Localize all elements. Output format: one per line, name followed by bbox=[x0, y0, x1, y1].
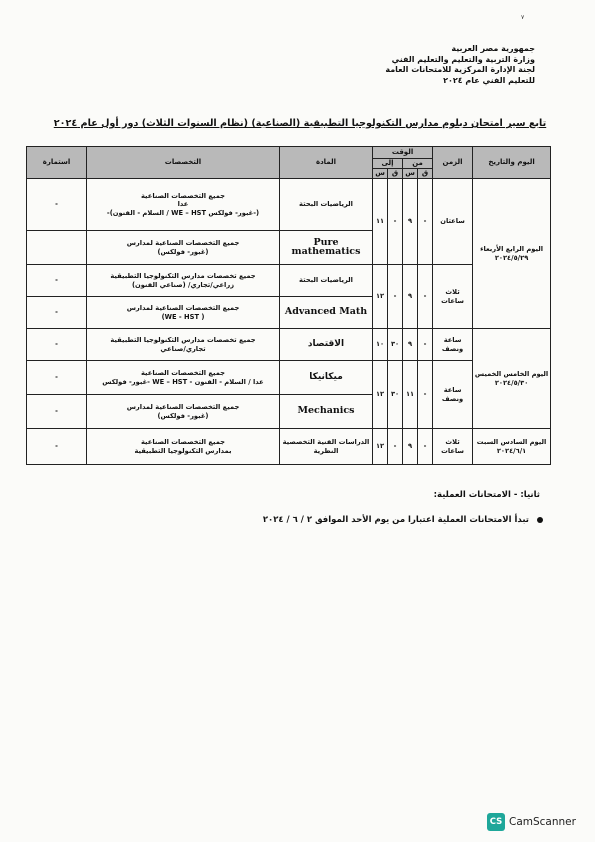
spec-line: جميع التخصصات الصناعية لمدارس bbox=[126, 403, 240, 411]
to-hour: ١٢ bbox=[373, 361, 388, 429]
spec-line: (-غبور- فولكس WE – HST / السلام - الفنون)- bbox=[106, 208, 260, 217]
spec-line: جميع التخصصات الصناعية لمدارس bbox=[126, 239, 240, 247]
to-min: - bbox=[388, 429, 403, 465]
table-row bbox=[27, 179, 551, 231]
spec-line: عدا / السلام - الفنون - WE – HST -غبور- فولكس bbox=[102, 377, 264, 386]
camscanner-brand: CamScanner bbox=[509, 816, 576, 828]
from-hour: ٩ bbox=[403, 265, 418, 329]
table-row bbox=[27, 361, 551, 395]
spec-cell bbox=[87, 329, 280, 361]
form-cell: - bbox=[27, 361, 87, 395]
header-duration: الزمن bbox=[433, 147, 473, 179]
spec-line: بمدارس التكنولوجيا التطبيقية bbox=[134, 446, 232, 455]
camscanner-logo-icon: CS bbox=[487, 813, 505, 831]
table-row bbox=[27, 265, 551, 297]
letterhead bbox=[315, 44, 535, 86]
spec-cell bbox=[87, 395, 280, 429]
form-cell: - bbox=[27, 395, 87, 429]
header-subject: المادة bbox=[280, 147, 373, 179]
section-heading: ثانيا: - الامتحانات العملية: bbox=[433, 490, 540, 500]
duration-cell: ساعة ونصف bbox=[433, 329, 473, 361]
duration-cell: ثلاث ساعات bbox=[433, 429, 473, 465]
subject-cell: الاقتصاد bbox=[280, 329, 373, 361]
spec-cell bbox=[87, 179, 280, 231]
from-min: - bbox=[418, 429, 433, 465]
to-hour: ١١ bbox=[373, 179, 388, 265]
header-min: ق bbox=[388, 169, 403, 179]
to-hour: ١٢ bbox=[373, 429, 388, 465]
day-cell: اليوم الرابع الأربعاء ٢٠٢٤/٥/٢٩ bbox=[473, 179, 551, 329]
form-cell: - bbox=[27, 429, 87, 465]
spec-line: جميع تخصصات مدارس التكنولوجيا التطبيقية bbox=[110, 272, 256, 280]
spec-line: عدا bbox=[177, 200, 189, 209]
practical-exams-note bbox=[63, 515, 543, 525]
spec-cell bbox=[87, 231, 280, 265]
corner-mark: ٧ bbox=[521, 14, 525, 21]
exam-schedule-table bbox=[26, 146, 551, 465]
camscanner-watermark bbox=[487, 812, 587, 832]
subject-cell: الدراسات الفنية التخصصية النظرية bbox=[280, 429, 373, 465]
duration-cell: ثلاث ساعات bbox=[433, 265, 473, 329]
form-cell: - bbox=[27, 179, 87, 231]
header-day-date: اليوم والتاريخ bbox=[473, 147, 551, 179]
spec-line: جميع التخصصات الصناعية لمدارس bbox=[126, 304, 240, 312]
spec-line: جميع تخصصات مدارس التكنولوجيا التطبيقية bbox=[110, 336, 256, 344]
to-min: ٣٠ bbox=[388, 329, 403, 361]
subject-cell: Mechanics bbox=[280, 395, 373, 429]
header-hour: س bbox=[403, 169, 418, 179]
spec-line: (غبور- فولكس) bbox=[157, 247, 209, 256]
header-specializations: التخصصات bbox=[87, 147, 280, 179]
day-cell: اليوم السادس السبت ٢٠٢٤/٦/١ bbox=[473, 429, 551, 465]
table-row bbox=[27, 329, 551, 361]
form-cell bbox=[27, 231, 87, 265]
subject-cell: الرياضيات البحتة bbox=[280, 265, 373, 297]
spec-line: (غبور- فولكس) bbox=[157, 411, 209, 420]
duration-cell: ساعتان bbox=[433, 179, 473, 265]
to-hour: ١٢ bbox=[373, 265, 388, 329]
letterhead-line: للتعليم الفني عام ٢٠٢٤ bbox=[443, 75, 535, 85]
to-min: - bbox=[388, 265, 403, 329]
header-min: ق bbox=[418, 169, 433, 179]
header-to: إلى bbox=[373, 159, 403, 169]
to-min: ٣٠ bbox=[388, 361, 403, 429]
subject-cell: Advanced Math bbox=[280, 297, 373, 329]
spec-line: جميع التخصصات الصناعية bbox=[140, 369, 225, 377]
from-hour: ١١ bbox=[403, 361, 418, 429]
day-cell: اليوم الخامس الخميس ٢٠٢٤/٥/٣٠ bbox=[473, 329, 551, 429]
note-text: تبدأ الامتحانات العملية اعتبارا من يوم الأحد الموافق ٢ / ٦ / ٢٠٢٤ bbox=[262, 515, 529, 525]
from-min: - bbox=[418, 361, 433, 429]
page-title: تابع سير امتحان دبلوم مدارس التكنولوجيا التطبيقية (الصناعية) (نظام السنوات الثلاث) دور أول عام ٢٠٢٤ bbox=[53, 118, 547, 129]
header-hour: س bbox=[373, 169, 388, 179]
table-row bbox=[27, 429, 551, 465]
subject-cell: Pure mathematics bbox=[280, 231, 373, 265]
spec-line: جميع التخصصات الصناعية bbox=[140, 191, 225, 200]
letterhead-line: جمهورية مصر العربية bbox=[451, 44, 535, 53]
spec-line: جميع التخصصات الصناعية bbox=[140, 438, 225, 446]
spec-cell bbox=[87, 361, 280, 395]
from-min: - bbox=[418, 329, 433, 361]
subject-cell: ميكانيكا bbox=[280, 361, 373, 395]
from-hour: ٩ bbox=[403, 429, 418, 465]
letterhead-line: لجنة الإدارة المركزية للامتحانات العامة bbox=[385, 65, 535, 74]
to-hour: ١٠ bbox=[373, 329, 388, 361]
form-cell: - bbox=[27, 297, 87, 329]
form-cell: - bbox=[27, 329, 87, 361]
spec-cell bbox=[87, 429, 280, 465]
from-hour: ٩ bbox=[403, 179, 418, 265]
spec-line: تجاري/صناعي bbox=[160, 344, 206, 353]
subject-cell: الرياضيات البحتة bbox=[280, 179, 373, 231]
header-from: من bbox=[403, 159, 433, 169]
bullet-icon bbox=[537, 517, 543, 523]
spec-cell bbox=[87, 297, 280, 329]
from-hour: ٩ bbox=[403, 329, 418, 361]
form-cell: - bbox=[27, 265, 87, 297]
from-min: - bbox=[418, 265, 433, 329]
spec-cell bbox=[87, 265, 280, 297]
to-min: - bbox=[388, 179, 403, 265]
spec-line: زراعي/تجاري/ (صناعي الفنون) bbox=[131, 280, 235, 289]
header-time: الوقت bbox=[373, 147, 433, 159]
duration-cell: ساعة ونصف bbox=[433, 361, 473, 429]
from-min: - bbox=[418, 179, 433, 265]
spec-line: ( WE - HST) bbox=[161, 312, 205, 321]
letterhead-line: وزارة التربية والتعليم والتعليم الفني bbox=[391, 54, 535, 64]
header-form: استمارة bbox=[27, 147, 87, 179]
